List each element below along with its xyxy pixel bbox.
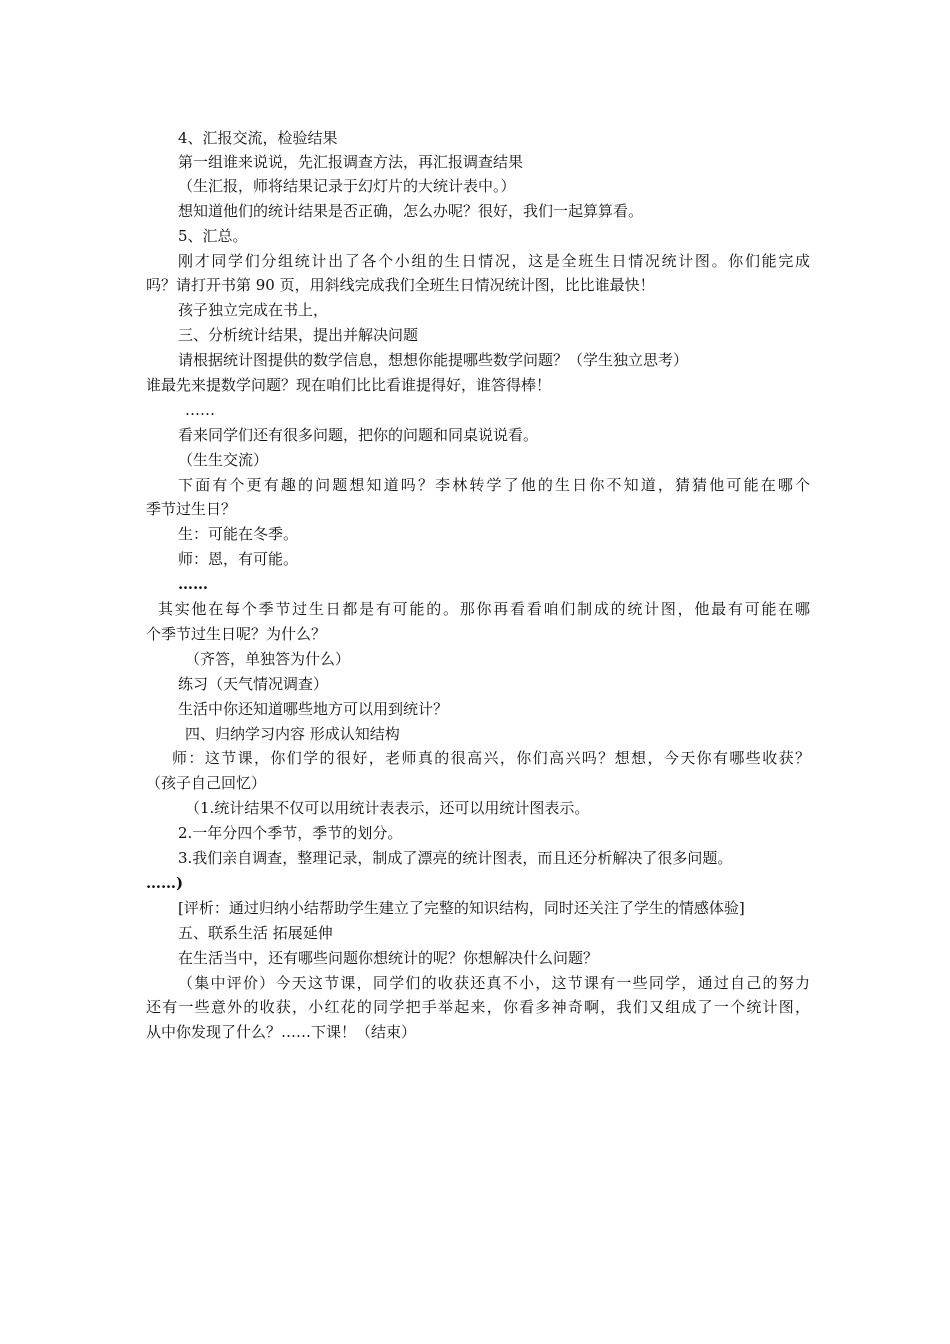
text-line: 4、汇报交流，检验结果 bbox=[178, 129, 338, 147]
text-line: （集中评价）今天这节课，同学们的收获还真不小，这节课有一些同学，通过自己的努力 bbox=[178, 974, 810, 992]
text-line: （生汇报，师将结果记录于幻灯片的大统计表中。） bbox=[178, 177, 516, 195]
text-line: 3.我们亲自调查，整理记录，制成了漂亮的统计图表，而且还分析解决了很多问题。 bbox=[178, 849, 733, 867]
text-line: 孩子独立完成在书上， bbox=[178, 301, 329, 319]
text-line: 谁最先来提数学问题？现在咱们比比看谁提得好，谁答得棒！ bbox=[146, 376, 552, 394]
text-line: （孩子自己回忆） bbox=[146, 774, 267, 792]
text-line: 个季节过生日呢？为什么？ bbox=[146, 625, 327, 643]
text-line: （齐答，单独答为什么） bbox=[185, 650, 351, 668]
text-line: （1.统计结果不仅可以用统计表表示，还可以用统计图表示。 bbox=[185, 799, 590, 817]
text-line: 生：可能在冬季。 bbox=[178, 525, 299, 543]
ellipsis-line: ……) bbox=[146, 874, 184, 892]
text-line: 第一组谁来说说，先汇报调查方法，再汇报调查结果 bbox=[178, 153, 524, 171]
text-line: 师：恩，有可能。 bbox=[178, 550, 299, 568]
text-line: 从中你发现了什么？……下课！（结束） bbox=[146, 1023, 417, 1041]
text-line: 其实他在每个季节过生日都是有可能的。那你再看看咱们制成的统计图，他最有可能在哪 bbox=[158, 600, 810, 618]
section-heading: 三、分析统计结果，提出并解决问题 bbox=[178, 326, 419, 344]
ellipsis-line: …… bbox=[185, 401, 215, 419]
text-line: 还有一些意外的收获，小红花的同学把手举起来，你看多神奇啊，我们又组成了一个统计图， bbox=[146, 998, 810, 1016]
text-line: 练习（天气情况调查） bbox=[178, 675, 329, 693]
section-heading: 四、归纳学习内容 形成认知结构 bbox=[185, 725, 400, 743]
section-heading: 五、联系生活 拓展延伸 bbox=[178, 924, 333, 942]
text-line: 5、汇总。 bbox=[178, 227, 248, 245]
ellipsis-line: …… bbox=[178, 575, 208, 593]
text-line: 生活中你还知道哪些地方可以用到统计？ bbox=[178, 700, 449, 718]
text-line: 2.一年分四个季节，季节的划分。 bbox=[178, 824, 403, 842]
text-line: 在生活当中，还有哪些问题你想统计的呢？你想解决什么问题？ bbox=[178, 949, 599, 967]
text-line: 吗？请打开书第 90 页，用斜线完成我们全班生日情况统计图，比比谁最快！ bbox=[146, 276, 655, 294]
text-line: 下面有个更有趣的问题想知道吗？李林转学了他的生日你不知道，猜猜他可能在哪个 bbox=[178, 476, 810, 494]
text-line: 想知道他们的统计结果是否正确，怎么办呢？很好，我们一起算算看。 bbox=[178, 202, 644, 220]
text-line: 请根据统计图提供的数学信息，想想你能提哪些数学问题？（学生独立思考） bbox=[178, 351, 689, 369]
text-line: 刚才同学们分组统计出了各个小组的生日情况，这是全班生日情况统计图。你们能完成 bbox=[178, 252, 810, 270]
comment-line: [评析：通过归纳小结帮助学生建立了完整的知识结构，同时还关注了学生的情感体验] bbox=[178, 899, 745, 917]
text-line: 看来同学们还有很多问题，把你的问题和同桌说说看。 bbox=[178, 426, 539, 444]
text-line: 季节过生日？ bbox=[146, 500, 237, 518]
text-line: 师：这节课，你们学的很好，老师真的很高兴，你们高兴吗？想想，今天你有哪些收获？ bbox=[172, 749, 810, 767]
text-line: （生生交流） bbox=[178, 451, 269, 469]
